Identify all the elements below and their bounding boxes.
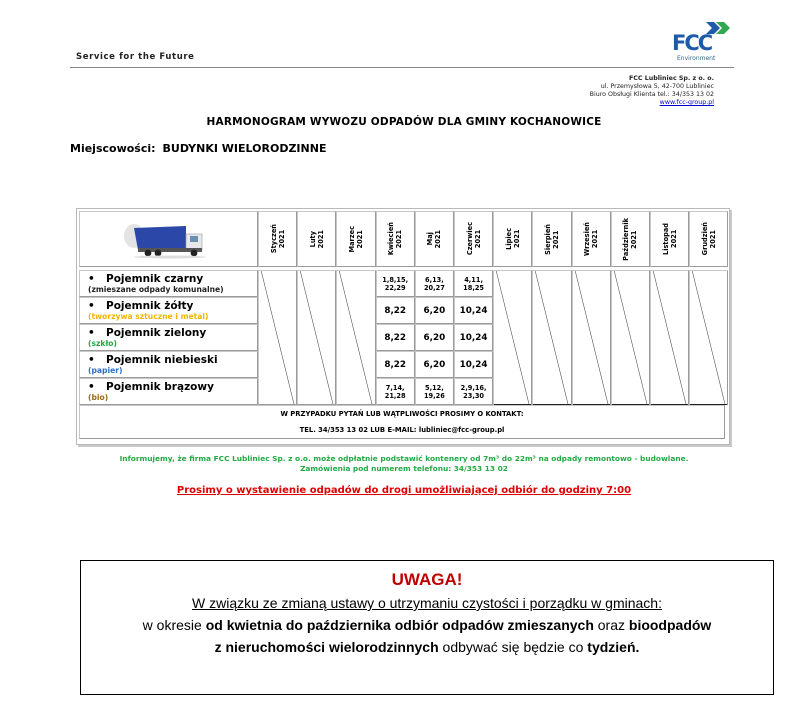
- text-part: w okresie: [142, 617, 206, 633]
- month-name: Styczeń: [269, 224, 278, 254]
- bin-name: • Pojemnik zielony: [88, 327, 207, 339]
- no-collection-cell-lipiec: [493, 270, 532, 405]
- month-header-październik: [611, 211, 650, 267]
- bin-type: (tworzywa sztuczne i metal): [88, 312, 209, 321]
- garbage-truck-icon: [120, 220, 220, 260]
- collection-date-cell: 8,22: [376, 351, 415, 378]
- text-part: odbywać się będzie co: [438, 639, 588, 655]
- month-name: Kwiecień: [387, 222, 396, 256]
- tagline: Service for the Future: [76, 52, 195, 62]
- locality-label: Miejscowości:: [70, 142, 156, 155]
- month-header-lipiec: [493, 211, 532, 267]
- month-label: [505, 228, 521, 250]
- warning-line-1: W związku ze zmianą ustawy o utrzymaniu czystości i porządku w gminach:: [192, 595, 662, 611]
- no-collection-cell-listopad: [650, 270, 689, 405]
- month-year: 2021: [708, 229, 717, 249]
- bin-type: (zmieszane odpady komunalne): [88, 285, 224, 294]
- month-year: 2021: [591, 229, 600, 249]
- month-label: [309, 230, 325, 248]
- month-name: Grudzień: [700, 222, 709, 256]
- month-header-luty: [297, 211, 336, 267]
- month-name: Marzec: [347, 225, 356, 253]
- month-name: Wrzesień: [583, 221, 592, 257]
- month-header-marzec: [336, 211, 375, 267]
- no-collection-slash-icon: [298, 271, 335, 404]
- collection-date-cell: 10,24: [454, 297, 493, 324]
- info-line-2: Zamówienia pod numerem telefonu: 34/353 13 02: [300, 464, 508, 473]
- header-divider: [70, 67, 734, 68]
- no-collection-slash-icon: [651, 271, 688, 404]
- month-name: Czerwiec: [465, 222, 474, 256]
- contact-line-2: TEL. 34/353 13 02 LUB E-MAIL: lubliniec@fcc-group.pl: [299, 426, 505, 434]
- bin-type: (papier): [88, 366, 123, 375]
- no-collection-slash-icon: [612, 271, 649, 404]
- month-year: 2021: [316, 229, 325, 249]
- bin-name: • Pojemnik żółty: [88, 300, 194, 312]
- locality: [70, 142, 326, 155]
- bin-label-2: [79, 324, 258, 351]
- no-collection-slash-icon: [259, 271, 296, 404]
- company-name: FCC Lubliniec Sp. z o. o.: [628, 75, 714, 82]
- month-year: 2021: [551, 229, 560, 249]
- no-collection-slash-icon: [690, 271, 727, 404]
- no-collection-cell-wrzesień: [572, 270, 611, 405]
- no-collection-cell-luty: [297, 270, 336, 405]
- bold-part: z nieruchomości wielorodzinnych: [214, 639, 439, 655]
- bin-name-text: Pojemnik niebieski: [106, 354, 218, 366]
- month-label: [270, 224, 286, 253]
- month-name: Luty: [308, 230, 317, 248]
- month-year: 2021: [434, 229, 443, 249]
- collection-date-cell: 10,24: [454, 351, 493, 378]
- locality-value: BUDYNKI WIELORODZINNE: [162, 142, 327, 155]
- bin-label-3: [79, 351, 258, 378]
- no-collection-slash-icon: [533, 271, 570, 404]
- month-year: 2021: [277, 229, 286, 249]
- no-collection-slash-icon: [573, 271, 610, 404]
- bold-part: od kwietnia do października odbiór odpadów zmieszanych: [205, 617, 594, 633]
- fcc-logo: [668, 20, 734, 64]
- month-year: 2021: [395, 229, 404, 249]
- warning-box: [80, 560, 774, 695]
- warning-line-2: [81, 614, 773, 636]
- collection-date-cell: 6,20: [415, 351, 454, 378]
- month-name: Lipiec: [504, 228, 513, 250]
- month-label: [387, 222, 403, 255]
- company-phone: Biuro Obsługi Klienta tel.: 34/353 13 02: [589, 91, 714, 98]
- bin-name: • Pojemnik czarny: [88, 273, 204, 285]
- company-website-link[interactable]: www.fcc-group.pl: [659, 99, 714, 106]
- info-line-1: Informujemy, że firma FCC Lubliniec Sp. z o.o. może odpłatnie podstawić kontenery od 7m³ do 22m³ na odpady remontowo - budowlane.: [119, 454, 689, 463]
- month-label: [701, 222, 717, 255]
- bold-part: bioodpadów: [628, 617, 712, 633]
- bin-name-text: Pojemnik czarny: [106, 273, 204, 285]
- month-header-wrzesień: [572, 211, 611, 267]
- no-collection-slash-icon: [494, 271, 531, 404]
- no-collection-cell-styczeń: [258, 270, 297, 405]
- month-label: [622, 218, 638, 261]
- no-collection-cell-sierpień: [532, 270, 571, 405]
- collection-date-cell: 4,11, 18,25: [454, 270, 493, 297]
- page-title: HARMONOGRAM WYWOZU ODPADÓW DLA GMINY KOCHANOWICE: [206, 116, 602, 128]
- month-year: 2021: [669, 229, 678, 249]
- month-label: [466, 222, 482, 255]
- fcc-logo-icon: [668, 20, 734, 64]
- bin-name: • Pojemnik brązowy: [88, 381, 214, 393]
- month-header-sierpień: [532, 211, 571, 267]
- month-label: [662, 223, 678, 255]
- warning-heading: UWAGA!: [391, 570, 463, 589]
- month-header-listopad: [650, 211, 689, 267]
- logo-text: FCC: [672, 31, 712, 55]
- month-year: 2021: [355, 229, 364, 249]
- bin-label-4: [79, 378, 258, 405]
- bin-label-0: [79, 270, 258, 297]
- month-name: Maj: [426, 232, 435, 246]
- bin-name-text: Pojemnik żółty: [106, 300, 194, 312]
- bin-name: • Pojemnik niebieski: [88, 354, 218, 366]
- contact-line-1: W PRZYPADKU PYTAŃ LUB WĄTPLIWOŚCI PROSIMY O KONTAKT:: [280, 410, 524, 418]
- truck-header-cell: [79, 211, 258, 267]
- no-collection-slash-icon: [337, 271, 374, 404]
- month-name: Sierpień: [543, 223, 552, 255]
- collection-date-cell: 5,12, 19,26: [415, 378, 454, 405]
- bin-label-1: [79, 297, 258, 324]
- collection-date-cell: 2,9,16, 23,30: [454, 378, 493, 405]
- month-name: Październik: [622, 217, 631, 261]
- company-info: [590, 75, 714, 107]
- month-label: [426, 230, 442, 248]
- collection-date-cell: 8,22: [376, 324, 415, 351]
- bin-type: (bio): [88, 393, 109, 402]
- schedule-table: [76, 208, 730, 445]
- month-year: 2021: [630, 229, 639, 249]
- month-name: Listopad: [661, 223, 670, 255]
- warning-line-3: [81, 636, 773, 658]
- contact-box: [79, 405, 725, 439]
- pickup-time-notice: Prosimy o wystawienie odpadów do drogi umożliwiającej odbiór do godziny 7:00: [176, 485, 632, 496]
- month-header-kwiecień: [376, 211, 415, 267]
- month-label: [544, 224, 560, 255]
- bin-type: (szkło): [88, 339, 117, 348]
- collection-date-cell: 1,8,15, 22,29: [376, 270, 415, 297]
- month-year: 2021: [512, 229, 521, 249]
- month-year: 2021: [473, 229, 482, 249]
- month-header-czerwiec: [454, 211, 493, 267]
- collection-date-cell: 6,13, 20,27: [415, 270, 454, 297]
- collection-date-cell: 7,14, 21,28: [376, 378, 415, 405]
- month-header-maj: [415, 211, 454, 267]
- month-label: [583, 222, 599, 256]
- collection-date-cell: 6,20: [415, 297, 454, 324]
- no-collection-cell-październik: [611, 270, 650, 405]
- month-header-styczeń: [258, 211, 297, 267]
- collection-date-cell: 8,22: [376, 297, 415, 324]
- no-collection-cell-marzec: [336, 270, 375, 405]
- month-label: [348, 226, 364, 252]
- no-collection-cell-grudzień: [689, 270, 728, 405]
- logo-subtext: Environment: [677, 55, 716, 62]
- collection-date-cell: 6,20: [415, 324, 454, 351]
- bin-name-text: Pojemnik brązowy: [106, 381, 214, 393]
- text-part: oraz: [593, 617, 629, 633]
- company-address: ul. Przemysłowa 5, 42-700 Lubliniec: [600, 83, 714, 90]
- info-note: [0, 454, 808, 474]
- month-header-grudzień: [689, 211, 728, 267]
- bin-name-text: Pojemnik zielony: [106, 327, 207, 339]
- collection-date-cell: 10,24: [454, 324, 493, 351]
- bold-part: tydzień.: [587, 639, 640, 655]
